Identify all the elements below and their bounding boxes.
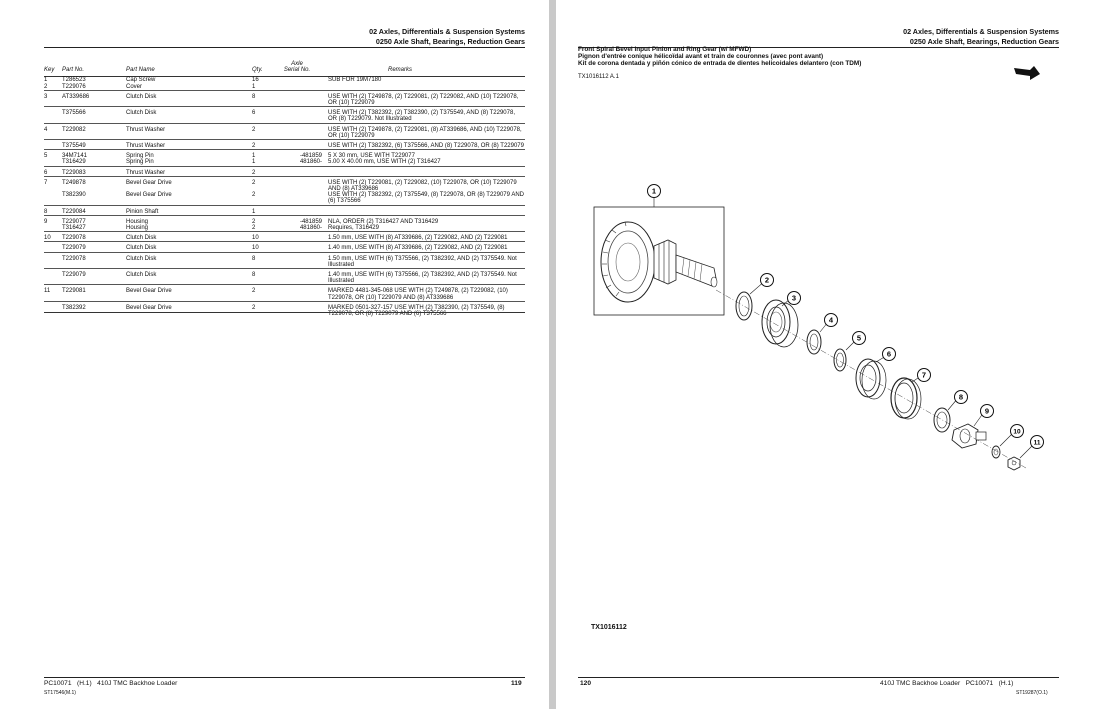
- part-no-cell: T375566: [62, 107, 126, 123]
- table-row: [44, 166, 525, 176]
- serial-cell: 481860-: [299, 159, 322, 166]
- footer-rule: [578, 677, 1059, 678]
- serial-cell: 481860-: [299, 225, 322, 232]
- svg-text:4: 4: [828, 315, 834, 325]
- remarks-cell: SUB FOR 19M7180: [328, 77, 382, 84]
- remarks-cell: 1.50 mm, USE WITH (6) T375566, (2) T382392, AND (2) T375549. Not Illustrated: [328, 252, 525, 268]
- part-no-cell: T382390: [62, 192, 86, 199]
- table-row: [44, 215, 525, 225]
- part-name-cell: Thrust Washer: [126, 123, 252, 139]
- remarks-cell: USE WITH (2) T249878, (2) T229081, (8) AT339686, AND (10) T229078, OR (10) T229079: [328, 123, 525, 139]
- table-row: [44, 176, 525, 192]
- qty-cell: 2: [252, 301, 272, 317]
- table-row: [44, 90, 525, 106]
- key-cell: 10: [44, 232, 62, 242]
- callout-10: [1011, 425, 1024, 438]
- table-row: [44, 252, 525, 268]
- table-row: [44, 84, 525, 91]
- qty-cell: 8: [252, 252, 272, 268]
- serial-cell: -481859: [272, 150, 328, 160]
- serial-cell: [272, 140, 328, 150]
- table-row: [44, 140, 525, 150]
- svg-text:9: 9: [984, 406, 990, 416]
- group-title: 0250 Axle Shaft, Bearings, Reduction Gears: [375, 37, 525, 46]
- svg-text:1: 1: [651, 186, 657, 196]
- part-bearing-3: [762, 300, 798, 347]
- part-no-cell: T229078: [62, 252, 126, 268]
- key-cell: 9: [44, 215, 62, 225]
- serial-cell: [272, 192, 328, 205]
- footer-code: ST17546(M.1): [44, 690, 76, 696]
- part-name-cell: Thrust Washer: [126, 140, 252, 150]
- serial-cell: [272, 90, 328, 106]
- part-name-cell: Cover: [126, 83, 143, 90]
- key-cell: [44, 140, 62, 150]
- part-name-cell: Clutch Disk: [126, 107, 252, 123]
- remarks-cell: USE WITH (2) T249878, (2) T229081, (2) T229082, AND (10) T229078, OR (10) T229079: [328, 90, 525, 106]
- table-row: [44, 159, 525, 166]
- callout-8: [955, 391, 968, 404]
- table-row: [44, 192, 525, 205]
- qty-cell: 1: [252, 159, 256, 166]
- part-name-cell: Bevel Gear Drive: [126, 301, 252, 317]
- section-title: 02 Axles, Differentials & Suspension Systems: [903, 27, 1059, 36]
- part-name-cell: Cap Screw: [126, 77, 156, 84]
- qty-cell: 2: [252, 176, 272, 192]
- part-name-cell: Housing: [126, 225, 149, 232]
- callout-3: [788, 292, 801, 305]
- serial-cell: [272, 285, 328, 301]
- group-title: 0250 Axle Shaft, Bearings, Reduction Gears: [909, 37, 1059, 46]
- callout-6: [883, 348, 896, 361]
- qty-cell: 6: [252, 107, 272, 123]
- key-cell: [44, 225, 62, 232]
- serial-cell: [272, 84, 328, 91]
- key-cell: 8: [44, 205, 62, 215]
- part-no-cell: T229077: [62, 215, 126, 225]
- leader-lines: [654, 197, 1034, 458]
- part-no-cell: T229079: [62, 269, 126, 285]
- part-ring-gear-pinion: [594, 207, 724, 315]
- serial-cell: [272, 107, 328, 123]
- part-name-cell: Housing: [126, 215, 252, 225]
- key-cell: 1: [44, 77, 48, 84]
- col-serial: Axle Serial No.: [272, 61, 328, 77]
- page-gutter: [549, 0, 556, 709]
- qty-cell: 10: [252, 242, 272, 252]
- page-number: 120: [580, 680, 592, 687]
- key-cell: 5: [44, 150, 62, 160]
- part-name-cell: Bevel Gear Drive: [126, 176, 252, 192]
- part-name-cell: Clutch Disk: [126, 90, 252, 106]
- remarks-cell: 5.00 X 40.00 mm, USE WITH (2) T316427: [328, 159, 441, 166]
- remarks-cell: USE WITH (2) T229081, (2) T229082, (10) T229078, OR (10) T229079 AND (8) AT339686: [328, 176, 525, 192]
- part-flange-9: [952, 424, 986, 448]
- part-no-cell: T229081: [62, 285, 126, 301]
- table-bottom-rule: [44, 312, 525, 313]
- figure-title: Front Spiral Bevel Input Pinion and Ring Gear (w/ MFWD) Pignon d'entrée conique hélicoïdal avant et train de couronnes (avec pont avant) Kit de corona dentada y piñón cónico de entrada de dientes helicoidales delantero (con TDM): [578, 46, 862, 67]
- svg-text:7: 7: [921, 370, 927, 380]
- part-no-cell: T229084: [62, 205, 126, 215]
- serial-cell: [272, 77, 328, 84]
- key-cell: [44, 159, 62, 166]
- key-cell: 3: [44, 90, 62, 106]
- part-name-cell: Bevel Gear Drive: [126, 285, 252, 301]
- remarks-cell: MARKED 0501-327-157 USE WITH (2) T382390, (2) T375549, (8) T229078, OR (8) T229079 AND (6) T375566: [328, 301, 525, 317]
- table-row: [44, 205, 525, 215]
- footer-code: ST19287(O.1): [1016, 690, 1048, 696]
- col-part-name: Part Name: [126, 61, 252, 77]
- table-row: [44, 269, 525, 285]
- table-row: [44, 232, 525, 242]
- col-qty: Qty.: [252, 61, 272, 77]
- remarks-cell: 1.40 mm, USE WITH (8) AT339686, (2) T229082, AND (2) T229081: [328, 242, 525, 252]
- serial-cell: [272, 242, 328, 252]
- serial-cell: [272, 301, 328, 317]
- part-name-cell: Clutch Disk: [126, 232, 252, 242]
- qty-cell: 8: [252, 90, 272, 106]
- table-row: [44, 301, 525, 317]
- header-rule: [44, 47, 525, 48]
- key-cell: [44, 192, 62, 205]
- callout-7: [918, 369, 931, 382]
- page-number: 119: [511, 680, 522, 687]
- qty-cell: 2: [252, 285, 272, 301]
- qty-cell: 1: [252, 205, 272, 215]
- part-no-cell: T249878: [62, 176, 126, 192]
- remarks-cell: MARKED 4481-345-068 USE WITH (2) T249878, (2) T229082, (10) T229078, OR (10) T229079 AND (8) AT339686: [328, 285, 525, 301]
- part-washer-4: [807, 330, 821, 354]
- table-row: [44, 123, 525, 139]
- remarks-cell: NLA, ORDER (2) T316427 AND T316429: [328, 215, 525, 225]
- col-part-no: Part No.: [62, 61, 126, 77]
- callout-labels: [648, 185, 1044, 449]
- serial-cell: [272, 252, 328, 268]
- key-cell: 2: [44, 83, 48, 90]
- exploded-diagram: [556, 0, 1105, 709]
- part-name-cell: Pinion Shaft: [126, 205, 252, 215]
- part-no-cell: T286523: [62, 77, 86, 84]
- callout-11: [1031, 436, 1044, 449]
- part-name-cell: Spring Pin: [126, 150, 252, 160]
- col-remarks: Remarks: [328, 61, 525, 77]
- qty-cell: 2: [252, 123, 272, 139]
- remarks-cell: [328, 166, 525, 176]
- key-cell: [44, 107, 62, 123]
- svg-text:6: 6: [886, 349, 892, 359]
- part-washer-5: [834, 349, 846, 371]
- qty-cell: 2: [252, 225, 256, 232]
- part-no-cell: T382392: [62, 301, 126, 317]
- table-row: [44, 242, 525, 252]
- svg-text:2: 2: [764, 275, 770, 285]
- key-cell: 4: [44, 123, 62, 139]
- direction-arrow-icon: [1014, 66, 1040, 80]
- part-no-cell: T316427: [62, 225, 86, 232]
- callout-5: [853, 332, 866, 345]
- table-row: [44, 285, 525, 301]
- key-cell: [44, 301, 62, 317]
- table-header-row: [44, 61, 525, 77]
- parts-table: [44, 61, 525, 317]
- qty-cell: 8: [252, 269, 272, 285]
- serial-cell: [272, 176, 328, 192]
- footer-rule: [44, 677, 525, 678]
- part-no-cell: T229079: [62, 242, 126, 252]
- key-cell: 7: [44, 176, 62, 192]
- svg-text:5: 5: [856, 333, 862, 343]
- part-no-cell: T229082: [62, 123, 126, 139]
- qty-cell: 10: [252, 232, 272, 242]
- remarks-cell: Requires, T316429: [328, 225, 379, 232]
- table-row: [44, 225, 525, 232]
- part-no-cell: T375549: [62, 140, 126, 150]
- callout-4: [825, 314, 838, 327]
- callout-9: [981, 405, 994, 418]
- section-title: 02 Axles, Differentials & Suspension Systems: [369, 27, 525, 36]
- part-no-cell: T229083: [62, 166, 126, 176]
- table-row: [44, 77, 525, 84]
- qty-cell: 2: [252, 192, 256, 199]
- callout-1: [648, 185, 661, 198]
- right-page: [556, 0, 1105, 709]
- page-header: [369, 27, 525, 47]
- key-cell: [44, 269, 62, 285]
- serial-cell: -481859: [272, 215, 328, 225]
- part-name-cell: Clutch Disk: [126, 242, 252, 252]
- qty-cell: 2: [252, 140, 272, 150]
- remarks-cell: USE WITH (2) T382392, (2) T375549, (8) T229078, OR (8) T229079 AND (6) T375566: [328, 192, 524, 205]
- table-row: [44, 107, 525, 123]
- remarks-cell: [328, 205, 525, 215]
- svg-text:10: 10: [1013, 428, 1021, 436]
- part-washer-8: [934, 408, 950, 432]
- part-no-cell: T229078: [62, 232, 126, 242]
- remarks-cell: 5 X 30 mm, USE WITH T229077: [328, 150, 525, 160]
- part-name-cell: Clutch Disk: [126, 269, 252, 285]
- part-name-cell: Bevel Gear Drive: [126, 192, 172, 199]
- part-washer-10: [992, 446, 1000, 458]
- serial-cell: [272, 123, 328, 139]
- svg-text:3: 3: [791, 293, 797, 303]
- serial-cell: [272, 232, 328, 242]
- qty-cell: 16: [252, 77, 259, 84]
- col-key: Key: [44, 61, 62, 77]
- svg-text:11: 11: [1033, 439, 1041, 447]
- part-seal-7: [891, 378, 921, 419]
- key-cell: 6: [44, 166, 62, 176]
- qty-cell: 1: [252, 83, 256, 90]
- part-name-cell: Thrust Washer: [126, 166, 252, 176]
- left-page: [0, 0, 549, 709]
- figure-ref: TX1016112 A.1: [578, 74, 619, 80]
- remarks-cell: 1.50 mm, USE WITH (8) AT339686, (2) T229082, AND (2) T229081: [328, 232, 525, 242]
- part-no-cell: T229076: [62, 83, 86, 90]
- remarks-cell: USE WITH (2) T382392, (6) T375566, AND (8) T229078, OR (8) T229079: [328, 140, 525, 150]
- figure-id: TX1016112: [591, 624, 627, 631]
- remarks-cell: 1.40 mm, USE WITH (6) T375566, (2) T382392, AND (2) T375549. Not Illustrated: [328, 269, 525, 285]
- serial-cell: [272, 166, 328, 176]
- qty-cell: 1: [252, 150, 272, 160]
- remarks-cell: USE WITH (2) T382392, (2) T382390, (2) T375549, AND (8) T229078, OR (8) T229079. Not Illustrated: [328, 107, 525, 123]
- part-name-cell: Clutch Disk: [126, 252, 252, 268]
- part-no-cell: T316429: [62, 159, 86, 166]
- serial-cell: [272, 269, 328, 285]
- remarks-cell: [328, 84, 525, 91]
- table-row: [44, 150, 525, 160]
- key-cell: 11: [44, 285, 62, 301]
- qty-cell: 2: [252, 215, 272, 225]
- footer-doc: PC10071 (H.1) 410J TMC Backhoe Loader: [44, 680, 178, 687]
- callout-2: [761, 274, 774, 287]
- part-no-cell: 34M7141: [62, 150, 126, 160]
- key-cell: [44, 242, 62, 252]
- part-washer-2: [736, 292, 752, 320]
- part-name-cell: Spring Pin: [126, 159, 154, 166]
- part-no-cell: AT339686: [62, 90, 126, 106]
- footer-doc: 410J TMC Backhoe Loader PC10071 (H.1): [880, 680, 1014, 687]
- svg-text:8: 8: [958, 392, 964, 402]
- qty-cell: 2: [252, 166, 272, 176]
- key-cell: [44, 252, 62, 268]
- serial-cell: [272, 205, 328, 215]
